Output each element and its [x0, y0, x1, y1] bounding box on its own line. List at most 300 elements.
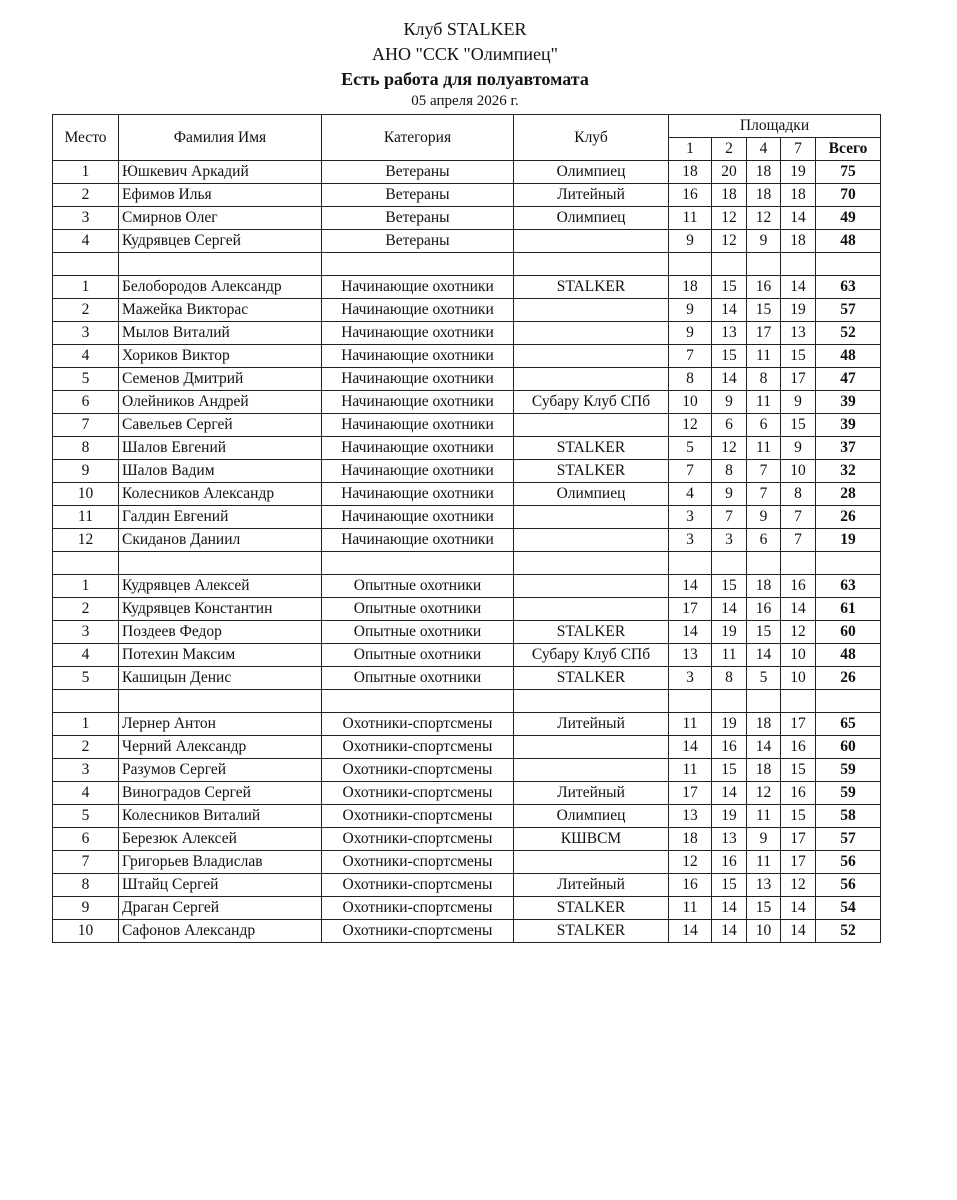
table-row [53, 736, 881, 759]
cell-station-7: 14 [781, 920, 816, 943]
cell-station-1: 16 [669, 184, 712, 207]
cell-station-2: 15 [712, 575, 747, 598]
cell-place: 10 [53, 920, 119, 943]
cell-station-2: 20 [712, 161, 747, 184]
cell-station-4: 12 [747, 207, 781, 230]
cell-club: STALKER [514, 920, 669, 943]
cell-station-1: 3 [669, 529, 712, 552]
col-station-4: 4 [747, 138, 781, 161]
table-row [53, 184, 881, 207]
cell-place: 3 [53, 759, 119, 782]
cell-club [514, 575, 669, 598]
table-row [53, 414, 881, 437]
cell-station-2: 12 [712, 437, 747, 460]
cell-name: Олейников Андрей [119, 391, 322, 414]
cell-station-2: 12 [712, 230, 747, 253]
cell-place: 12 [53, 529, 119, 552]
cell-station-7: 16 [781, 782, 816, 805]
cell-station-2: 7 [712, 506, 747, 529]
cell-total: 54 [816, 897, 881, 920]
cell-club [514, 529, 669, 552]
cell-station-1: 11 [669, 207, 712, 230]
cell-station-4: 15 [747, 897, 781, 920]
cell-total: 39 [816, 414, 881, 437]
club-name: Клуб STALKER [403, 19, 527, 39]
cell-place: 6 [53, 391, 119, 414]
cell-station-2: 14 [712, 920, 747, 943]
cell-station-4: 16 [747, 276, 781, 299]
cell-station-4: 11 [747, 345, 781, 368]
cell-place: 8 [53, 437, 119, 460]
cell-station-4: 12 [747, 782, 781, 805]
col-place: Место [53, 115, 119, 161]
table-row [53, 805, 881, 828]
table-row [53, 483, 881, 506]
empty-cell [712, 253, 747, 276]
cell-club [514, 759, 669, 782]
cell-station-2: 14 [712, 299, 747, 322]
cell-club: Литейный [514, 782, 669, 805]
cell-station-1: 13 [669, 644, 712, 667]
cell-station-1: 10 [669, 391, 712, 414]
empty-cell [781, 690, 816, 713]
cell-category: Охотники-спортсмены [322, 805, 514, 828]
table-row [53, 276, 881, 299]
cell-station-7: 17 [781, 828, 816, 851]
cell-name: Разумов Сергей [119, 759, 322, 782]
cell-station-2: 15 [712, 345, 747, 368]
cell-category: Охотники-спортсмены [322, 897, 514, 920]
cell-category: Начинающие охотники [322, 345, 514, 368]
table-row [53, 207, 881, 230]
cell-station-4: 18 [747, 184, 781, 207]
cell-category: Охотники-спортсмены [322, 874, 514, 897]
cell-name: Скиданов Даниил [119, 529, 322, 552]
table-row [53, 874, 881, 897]
separator-row [53, 253, 881, 276]
empty-cell [669, 552, 712, 575]
cell-station-7: 15 [781, 759, 816, 782]
cell-place: 9 [53, 897, 119, 920]
cell-name: Драган Сергей [119, 897, 322, 920]
cell-station-2: 3 [712, 529, 747, 552]
cell-category: Охотники-спортсмены [322, 920, 514, 943]
cell-station-1: 18 [669, 276, 712, 299]
cell-station-4: 17 [747, 322, 781, 345]
cell-station-7: 9 [781, 437, 816, 460]
cell-place: 7 [53, 414, 119, 437]
cell-station-1: 17 [669, 598, 712, 621]
table-row [53, 621, 881, 644]
cell-total: 26 [816, 667, 881, 690]
cell-place: 3 [53, 207, 119, 230]
cell-station-7: 16 [781, 575, 816, 598]
empty-cell [816, 552, 881, 575]
cell-place: 4 [53, 345, 119, 368]
document-title: Есть работа для полуавтомата [341, 69, 589, 89]
table-row [53, 230, 881, 253]
cell-station-4: 14 [747, 736, 781, 759]
col-total: Всего [816, 138, 881, 161]
cell-club: Литейный [514, 713, 669, 736]
cell-total: 60 [816, 621, 881, 644]
cell-station-4: 10 [747, 920, 781, 943]
separator-row [53, 552, 881, 575]
cell-name: Шалов Евгений [119, 437, 322, 460]
cell-club: Олимпиец [514, 483, 669, 506]
table-row [53, 161, 881, 184]
col-station-2: 2 [712, 138, 747, 161]
cell-club: STALKER [514, 897, 669, 920]
cell-total: 48 [816, 230, 881, 253]
cell-name: Виноградов Сергей [119, 782, 322, 805]
cell-name: Колесников Александр [119, 483, 322, 506]
cell-station-7: 15 [781, 345, 816, 368]
cell-station-2: 19 [712, 713, 747, 736]
cell-station-2: 9 [712, 483, 747, 506]
cell-station-1: 16 [669, 874, 712, 897]
cell-station-4: 6 [747, 414, 781, 437]
cell-category: Начинающие охотники [322, 368, 514, 391]
cell-club [514, 598, 669, 621]
cell-station-7: 13 [781, 322, 816, 345]
cell-category: Ветераны [322, 207, 514, 230]
results-table [52, 114, 881, 943]
cell-station-1: 11 [669, 713, 712, 736]
cell-place: 1 [53, 276, 119, 299]
cell-name: Шалов Вадим [119, 460, 322, 483]
cell-name: Кудрявцев Константин [119, 598, 322, 621]
cell-club: STALKER [514, 276, 669, 299]
table-row [53, 460, 881, 483]
cell-station-7: 7 [781, 529, 816, 552]
cell-station-2: 13 [712, 322, 747, 345]
table-row [53, 598, 881, 621]
empty-cell [669, 253, 712, 276]
cell-station-1: 3 [669, 667, 712, 690]
empty-cell [747, 690, 781, 713]
cell-station-7: 19 [781, 161, 816, 184]
cell-station-1: 18 [669, 161, 712, 184]
cell-club: КШВСМ [514, 828, 669, 851]
cell-station-2: 9 [712, 391, 747, 414]
cell-station-2: 6 [712, 414, 747, 437]
cell-category: Охотники-спортсмены [322, 736, 514, 759]
cell-station-7: 9 [781, 391, 816, 414]
cell-category: Опытные охотники [322, 575, 514, 598]
empty-cell [747, 552, 781, 575]
organization-name: АНО "ССК "Олимпиец" [372, 44, 558, 64]
cell-place: 1 [53, 713, 119, 736]
cell-place: 3 [53, 322, 119, 345]
cell-name: Мажейка Викторас [119, 299, 322, 322]
cell-station-1: 12 [669, 414, 712, 437]
cell-club: Олимпиец [514, 161, 669, 184]
empty-cell [781, 253, 816, 276]
cell-station-2: 14 [712, 897, 747, 920]
empty-cell [816, 253, 881, 276]
cell-category: Ветераны [322, 161, 514, 184]
cell-station-2: 16 [712, 851, 747, 874]
cell-total: 57 [816, 828, 881, 851]
cell-category: Опытные охотники [322, 644, 514, 667]
cell-station-7: 17 [781, 368, 816, 391]
cell-station-2: 14 [712, 368, 747, 391]
cell-place: 4 [53, 782, 119, 805]
cell-name: Смирнов Олег [119, 207, 322, 230]
cell-station-2: 14 [712, 782, 747, 805]
cell-station-2: 8 [712, 667, 747, 690]
cell-station-4: 13 [747, 874, 781, 897]
cell-station-2: 18 [712, 184, 747, 207]
cell-category: Ветераны [322, 230, 514, 253]
cell-total: 58 [816, 805, 881, 828]
empty-cell [712, 552, 747, 575]
cell-total: 32 [816, 460, 881, 483]
cell-club [514, 230, 669, 253]
table-row [53, 322, 881, 345]
cell-name: Кудрявцев Сергей [119, 230, 322, 253]
cell-place: 5 [53, 368, 119, 391]
cell-total: 37 [816, 437, 881, 460]
cell-place: 9 [53, 460, 119, 483]
col-club: Клуб [514, 115, 669, 161]
empty-cell [747, 253, 781, 276]
cell-club: STALKER [514, 621, 669, 644]
cell-category: Начинающие охотники [322, 414, 514, 437]
table-row [53, 345, 881, 368]
cell-name: Хориков Виктор [119, 345, 322, 368]
cell-total: 59 [816, 759, 881, 782]
empty-cell [322, 552, 514, 575]
table-row [53, 437, 881, 460]
cell-station-1: 17 [669, 782, 712, 805]
cell-station-7: 10 [781, 667, 816, 690]
cell-name: Галдин Евгений [119, 506, 322, 529]
table-row [53, 851, 881, 874]
cell-station-1: 7 [669, 345, 712, 368]
table-row [53, 529, 881, 552]
cell-category: Начинающие охотники [322, 276, 514, 299]
cell-name: Кашицын Денис [119, 667, 322, 690]
empty-cell [514, 552, 669, 575]
cell-category: Опытные охотники [322, 598, 514, 621]
cell-station-7: 19 [781, 299, 816, 322]
cell-place: 2 [53, 299, 119, 322]
cell-total: 39 [816, 391, 881, 414]
cell-station-7: 18 [781, 184, 816, 207]
cell-category: Охотники-спортсмены [322, 713, 514, 736]
cell-name: Белобородов Александр [119, 276, 322, 299]
cell-total: 52 [816, 920, 881, 943]
empty-cell [514, 253, 669, 276]
cell-station-7: 17 [781, 851, 816, 874]
col-name: Фамилия Имя [119, 115, 322, 161]
empty-cell [119, 690, 322, 713]
cell-club [514, 736, 669, 759]
cell-club [514, 414, 669, 437]
cell-station-4: 11 [747, 805, 781, 828]
cell-category: Начинающие охотники [322, 437, 514, 460]
cell-total: 52 [816, 322, 881, 345]
cell-name: Сафонов Александр [119, 920, 322, 943]
cell-total: 60 [816, 736, 881, 759]
table-row [53, 920, 881, 943]
cell-club [514, 506, 669, 529]
cell-place: 10 [53, 483, 119, 506]
cell-station-4: 8 [747, 368, 781, 391]
cell-total: 61 [816, 598, 881, 621]
cell-total: 65 [816, 713, 881, 736]
cell-station-7: 18 [781, 230, 816, 253]
cell-station-7: 17 [781, 713, 816, 736]
cell-station-1: 9 [669, 230, 712, 253]
cell-total: 56 [816, 874, 881, 897]
table-row [53, 506, 881, 529]
cell-total: 57 [816, 299, 881, 322]
cell-station-2: 15 [712, 874, 747, 897]
cell-place: 7 [53, 851, 119, 874]
cell-station-4: 5 [747, 667, 781, 690]
cell-total: 49 [816, 207, 881, 230]
col-category: Категория [322, 115, 514, 161]
cell-station-7: 8 [781, 483, 816, 506]
cell-station-4: 9 [747, 230, 781, 253]
cell-station-1: 11 [669, 759, 712, 782]
cell-club [514, 851, 669, 874]
cell-place: 5 [53, 805, 119, 828]
cell-station-4: 18 [747, 713, 781, 736]
cell-station-7: 7 [781, 506, 816, 529]
cell-category: Охотники-спортсмены [322, 828, 514, 851]
cell-station-7: 15 [781, 414, 816, 437]
cell-station-1: 3 [669, 506, 712, 529]
cell-club: Субару Клуб СПб [514, 644, 669, 667]
cell-category: Начинающие охотники [322, 322, 514, 345]
cell-category: Начинающие охотники [322, 483, 514, 506]
cell-club: STALKER [514, 460, 669, 483]
cell-category: Охотники-спортсмены [322, 782, 514, 805]
cell-station-7: 12 [781, 874, 816, 897]
cell-name: Мылов Виталий [119, 322, 322, 345]
cell-total: 47 [816, 368, 881, 391]
header-row [53, 115, 881, 138]
cell-total: 48 [816, 345, 881, 368]
table-row [53, 897, 881, 920]
cell-name: Колесников Виталий [119, 805, 322, 828]
empty-cell [322, 253, 514, 276]
cell-station-2: 12 [712, 207, 747, 230]
cell-station-4: 11 [747, 851, 781, 874]
empty-cell [119, 253, 322, 276]
document-date: 05 апреля 2026 г. [411, 93, 519, 109]
table-row [53, 759, 881, 782]
cell-station-4: 9 [747, 506, 781, 529]
cell-category: Опытные охотники [322, 667, 514, 690]
table-row [53, 368, 881, 391]
col-station-7: 7 [781, 138, 816, 161]
cell-station-4: 6 [747, 529, 781, 552]
cell-name: Потехин Максим [119, 644, 322, 667]
cell-station-1: 14 [669, 736, 712, 759]
cell-name: Григорьев Владислав [119, 851, 322, 874]
cell-station-4: 18 [747, 161, 781, 184]
cell-station-1: 9 [669, 322, 712, 345]
cell-club: Субару Клуб СПб [514, 391, 669, 414]
cell-station-1: 12 [669, 851, 712, 874]
cell-name: Ефимов Илья [119, 184, 322, 207]
cell-station-7: 14 [781, 897, 816, 920]
table-row [53, 575, 881, 598]
cell-place: 1 [53, 575, 119, 598]
cell-station-1: 14 [669, 920, 712, 943]
empty-cell [322, 690, 514, 713]
cell-station-2: 8 [712, 460, 747, 483]
cell-station-4: 15 [747, 621, 781, 644]
cell-station-1: 18 [669, 828, 712, 851]
cell-place: 1 [53, 161, 119, 184]
cell-station-7: 16 [781, 736, 816, 759]
cell-total: 63 [816, 575, 881, 598]
cell-club: STALKER [514, 437, 669, 460]
table-row [53, 713, 881, 736]
cell-station-1: 9 [669, 299, 712, 322]
cell-place: 4 [53, 230, 119, 253]
cell-total: 70 [816, 184, 881, 207]
empty-cell [53, 552, 119, 575]
cell-place: 6 [53, 828, 119, 851]
table-row [53, 828, 881, 851]
cell-station-4: 9 [747, 828, 781, 851]
cell-station-7: 10 [781, 460, 816, 483]
cell-station-1: 14 [669, 575, 712, 598]
cell-place: 4 [53, 644, 119, 667]
cell-total: 19 [816, 529, 881, 552]
cell-category: Охотники-спортсмены [322, 851, 514, 874]
table-row [53, 782, 881, 805]
empty-cell [53, 690, 119, 713]
cell-place: 2 [53, 598, 119, 621]
cell-place: 11 [53, 506, 119, 529]
cell-station-1: 11 [669, 897, 712, 920]
cell-category: Начинающие охотники [322, 506, 514, 529]
cell-club: Литейный [514, 874, 669, 897]
table-row [53, 644, 881, 667]
empty-cell [119, 552, 322, 575]
table-row [53, 391, 881, 414]
cell-name: Черний Александр [119, 736, 322, 759]
cell-club [514, 368, 669, 391]
cell-station-7: 15 [781, 805, 816, 828]
cell-name: Поздеев Федор [119, 621, 322, 644]
cell-category: Начинающие охотники [322, 460, 514, 483]
cell-total: 56 [816, 851, 881, 874]
cell-station-4: 14 [747, 644, 781, 667]
cell-station-1: 7 [669, 460, 712, 483]
cell-station-2: 14 [712, 598, 747, 621]
cell-name: Юшкевич Аркадий [119, 161, 322, 184]
cell-name: Лернер Антон [119, 713, 322, 736]
cell-station-7: 14 [781, 207, 816, 230]
empty-cell [816, 690, 881, 713]
cell-place: 8 [53, 874, 119, 897]
cell-station-4: 7 [747, 483, 781, 506]
cell-name: Березюк Алексей [119, 828, 322, 851]
col-stations: Площадки [669, 115, 881, 138]
cell-place: 3 [53, 621, 119, 644]
cell-station-2: 19 [712, 621, 747, 644]
cell-club: STALKER [514, 667, 669, 690]
